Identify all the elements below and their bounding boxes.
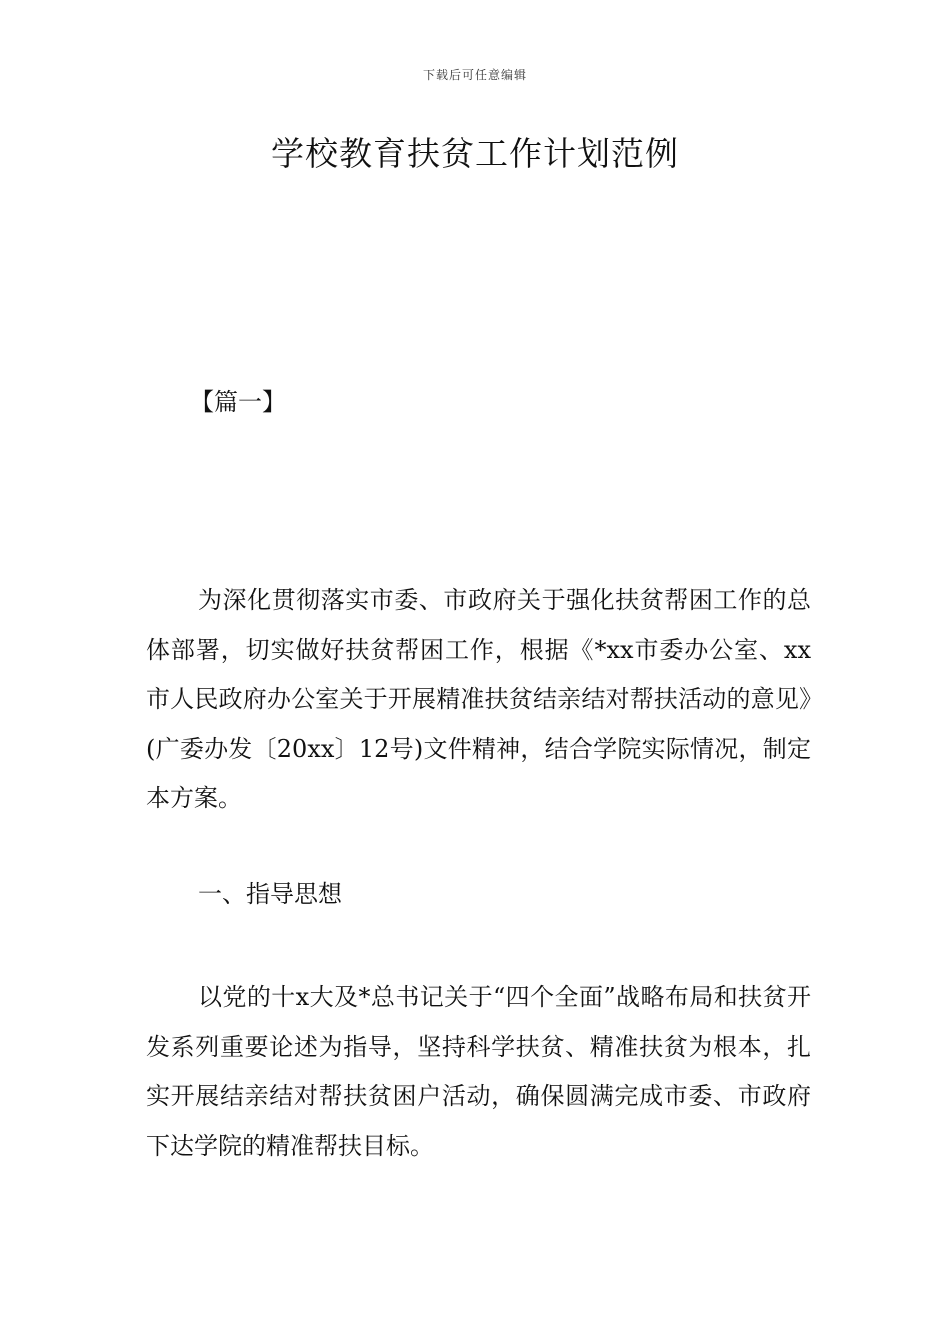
section-marker: 【篇一】 [190, 388, 286, 416]
paragraph-intro: 为深化贯彻落实市委、市政府关于强化扶贫帮困工作的总体部署，切实做好扶贫帮困工作，根据《*xx市委办公室、xx市人民政府办公室关于开展精准扶贫结亲结对帮扶活动的意见》(广委办发〔20xx〕12号)文件精神，结合学院实际情况，制定本方案。 [146, 586, 811, 812]
section-heading-guiding-ideology: 一、指导思想 [198, 880, 342, 908]
header-note: 下载后可任意编辑 [422, 68, 527, 82]
document-title: 学校教育扶贫工作计划范例 [271, 134, 679, 173]
paragraph-guiding-ideology: 以党的十x大及*总书记关于“四个全面”战略布局和扶贫开发系列重要论述为指导，坚持科学扶贫、精准扶贫为根本，扎实开展结亲结对帮扶贫困户活动，确保圆满完成市委、市政府下达学院的精准帮扶目标。 [146, 983, 811, 1160]
